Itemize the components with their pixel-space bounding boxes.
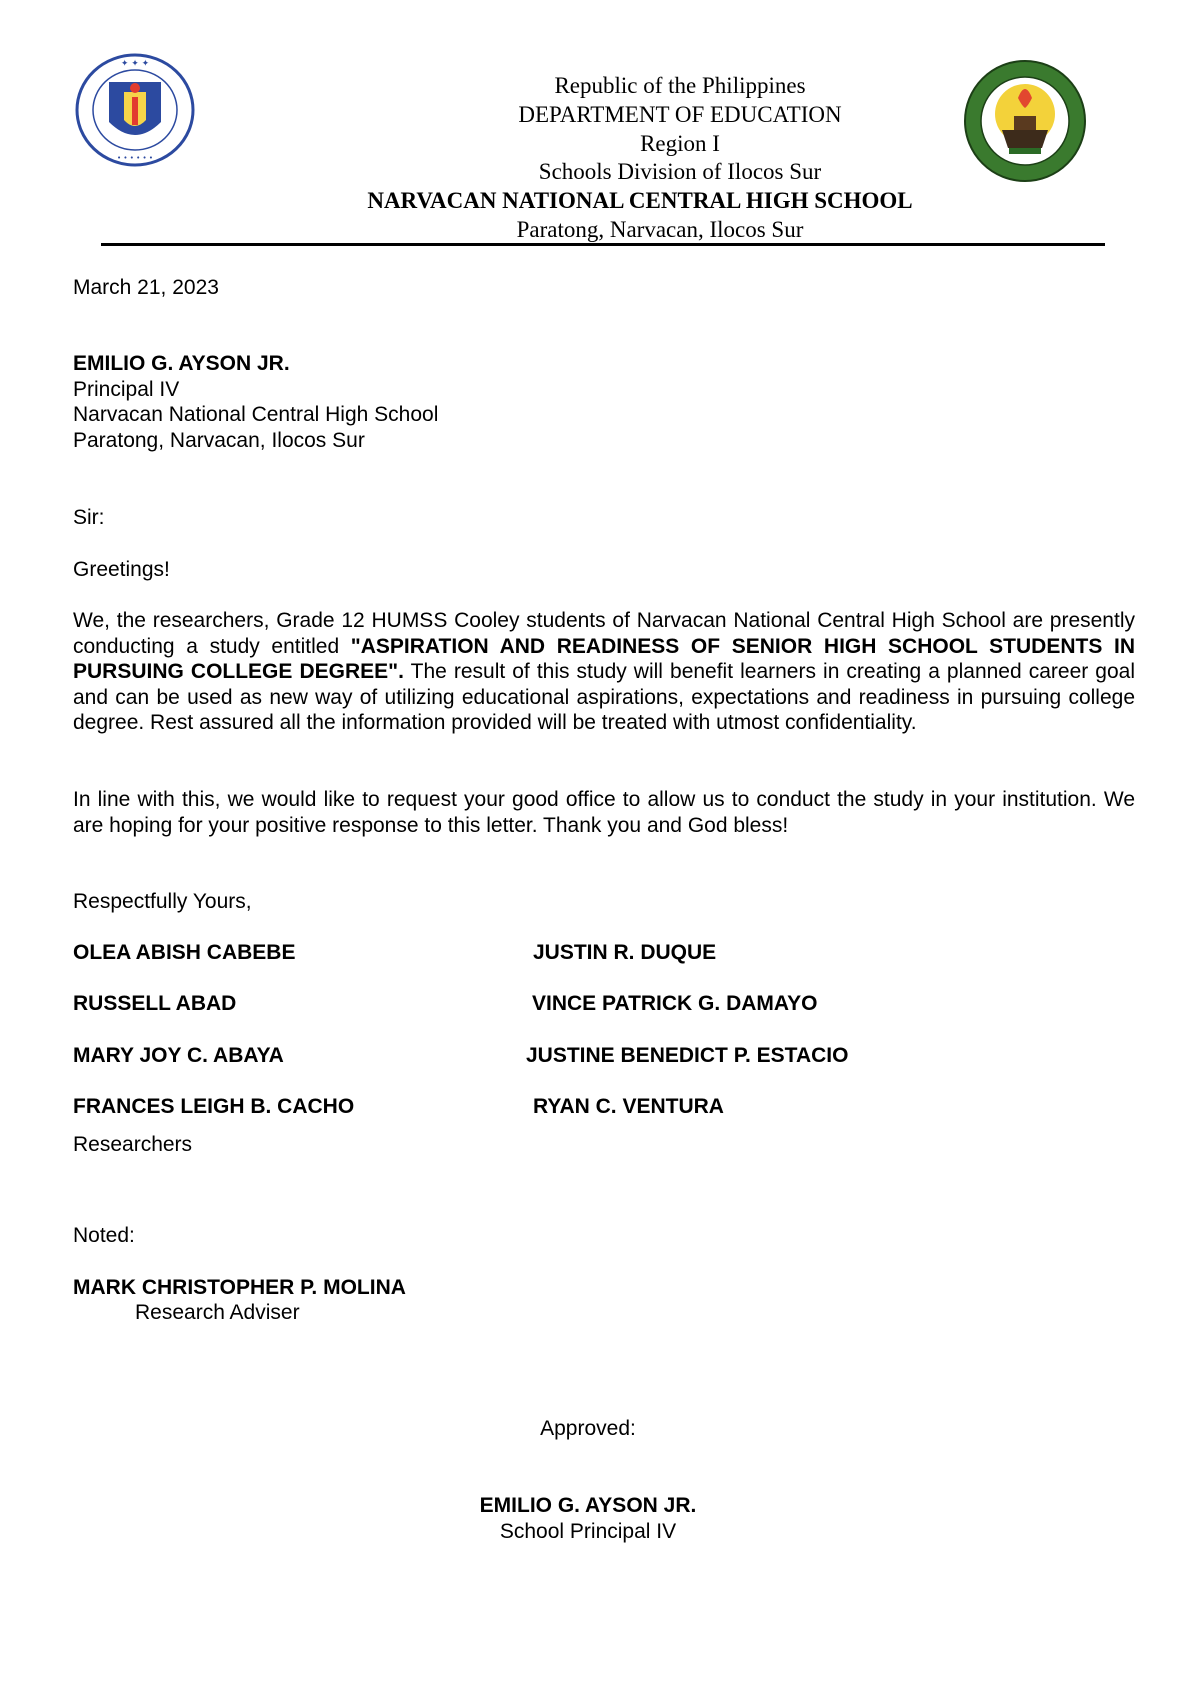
researcher-name: MARY JOY C. ABAYA bbox=[73, 1044, 284, 1067]
researcher-name: FRANCES LEIGH B. CACHO bbox=[73, 1095, 355, 1118]
region-line: Region I bbox=[640, 131, 720, 156]
body-paragraph-1-rest: The result of this study will benefit learners in creating a planned career goal and can be used as new way of utilizing educational aspirations, expectations and readiness in pursuing college degree. Rest assured all the information provided will be treated with utmost confidentiality. bbox=[73, 660, 1135, 735]
division-line: Schools Division of Ilocos Sur bbox=[538, 159, 822, 184]
recipient-address: Paratong, Narvacan, Ilocos Sur bbox=[73, 429, 365, 452]
header-divider bbox=[101, 243, 1105, 246]
researcher-name: RYAN C. VENTURA bbox=[533, 1095, 724, 1118]
approver-name: EMILIO G. AYSON JR. bbox=[479, 1494, 697, 1517]
researcher-name: RUSSELL ABAD bbox=[73, 992, 237, 1015]
researcher-name: JUSTINE BENEDICT P. ESTACIO bbox=[526, 1044, 849, 1067]
researcher-name: VINCE PATRICK G. DAMAYO bbox=[532, 992, 818, 1015]
body-paragraph-1-intro: We, the researchers, Grade 12 HUMSS Cooley students of Narvacan National Central High School are presently conducting a study entitled bbox=[73, 609, 1135, 658]
deped-seal-logo bbox=[74, 52, 196, 168]
study-title: "ASPIRATION AND READINESS OF SENIOR HIGH SCHOOL STUDENTS IN PURSUING COLLEGE DEGREE". bbox=[73, 634, 1135, 684]
school-address-line: Paratong, Narvacan, Ilocos Sur bbox=[516, 217, 804, 242]
body-paragraph-1 bbox=[73, 608, 1135, 736]
school-seal-logo bbox=[962, 58, 1088, 184]
letter-date: March 21, 2023 bbox=[73, 276, 219, 299]
recipient-name: EMILIO G. AYSON JR. bbox=[73, 352, 290, 375]
adviser-title: Research Adviser bbox=[135, 1301, 300, 1324]
researcher-name: JUSTIN R. DUQUE bbox=[533, 941, 717, 964]
salutation: Sir: bbox=[73, 506, 105, 529]
approved-label: Approved: bbox=[540, 1417, 636, 1440]
researcher-name: OLEA ABISH CABEBE bbox=[73, 941, 296, 964]
body-paragraph-2: In line with this, we would like to request your good office to allow us to conduct the study in your institution. We are hoping for your positive response to this letter. Thank you and God bless! bbox=[73, 788, 1135, 837]
noted-label: Noted: bbox=[73, 1224, 135, 1247]
greeting: Greetings! bbox=[73, 558, 170, 581]
department-line: DEPARTMENT OF EDUCATION bbox=[518, 102, 842, 127]
recipient-position: Principal IV bbox=[73, 378, 180, 401]
closing: Respectfully Yours, bbox=[73, 890, 252, 913]
school-name-heading: NARVACAN NATIONAL CENTRAL HIGH SCHOOL bbox=[367, 188, 913, 213]
svg-text:• • • • • •: • • • • • • bbox=[117, 154, 153, 162]
adviser-name: MARK CHRISTOPHER P. MOLINA bbox=[73, 1276, 406, 1299]
republic-line: Republic of the Philippines bbox=[554, 73, 806, 98]
researchers-label: Researchers bbox=[73, 1133, 193, 1156]
recipient-school: Narvacan National Central High School bbox=[73, 403, 439, 426]
svg-text:✦ ✦ ✦: ✦ ✦ ✦ bbox=[120, 59, 150, 69]
approver-title: School Principal IV bbox=[499, 1520, 677, 1543]
